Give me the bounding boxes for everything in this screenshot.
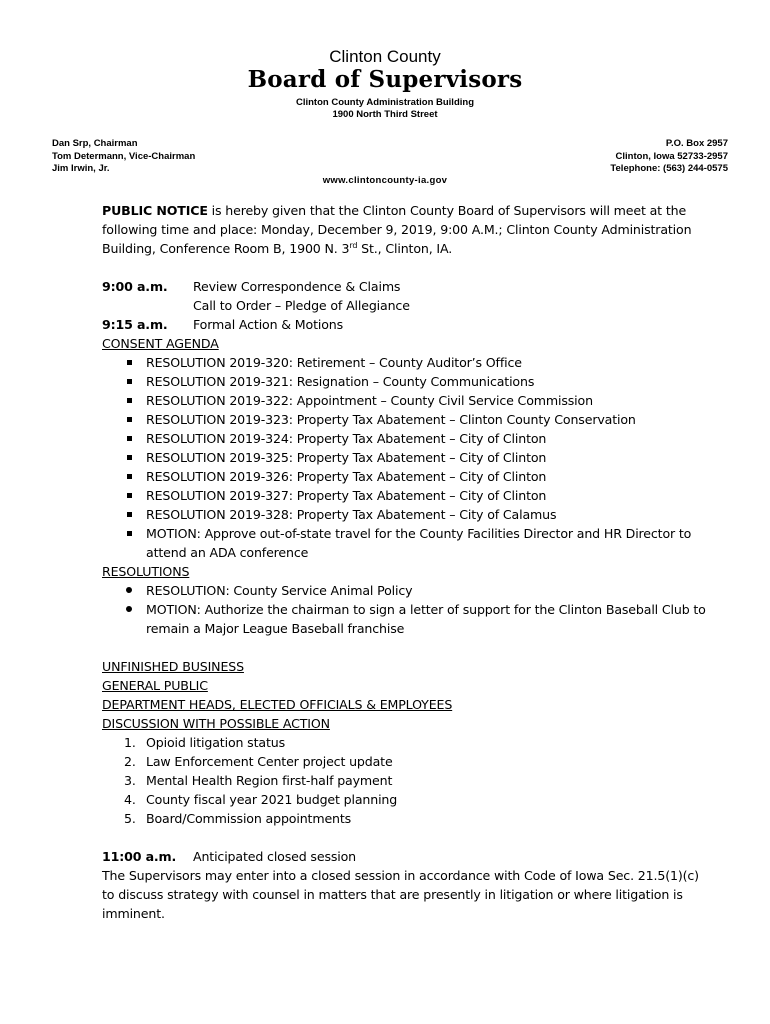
list-item [102,752,712,771]
schedule-item: Call to Order – Pledge of Allegiance [193,298,410,313]
closed-session-text: The Supervisors may enter into a closed session in accordance with Code of Iowa Sec. 21.5(1)(c) to discuss strategy with counsel in matters that are presently in litigation or where litigation is imminent. [102,868,699,921]
consent-agenda-list [102,353,712,562]
contact-info [610,138,728,176]
list-item: MOTION: Approve out-of-state travel for the County Facilities Director and HR Director to attend an ADA conference [102,524,712,562]
list-item: RESOLUTION 2019-327: Property Tax Abatement – City of Clinton [102,486,712,505]
closed-session-title: Anticipated closed session [193,849,357,864]
street-address: 1900 North Third Street [332,109,438,120]
resolutions-heading: RESOLUTIONS [102,564,190,579]
item-number: 1. [124,735,136,750]
telephone: Telephone: (563) 244-0575 [610,163,728,174]
notice-text: is hereby given that the Clinton County Board of Supervisors will meet at the following time and place: Monday, December 9, 2019, 9:00 A.M.; Clinton County Administration Building, Conference Room B, 1900 N. 3 [102,203,692,256]
list-item: RESOLUTION 2019-328: Property Tax Abatement – City of Calamus [102,505,712,524]
discussion-heading: DISCUSSION WITH POSSIBLE ACTION [102,716,330,731]
list-item [102,790,712,809]
supervisors-list [52,138,195,176]
item-number: 5. [124,811,136,826]
schedule-row-915 [102,315,712,334]
supervisor-member: Jim Irwin, Jr. [52,163,110,174]
website-link[interactable]: www.clintoncounty-ia.gov [322,175,448,186]
list-item: RESOLUTION 2019-326: Property Tax Abatement – City of Clinton [102,467,712,486]
po-box: P.O. Box 2957 [665,138,728,149]
closed-session-row [102,847,712,866]
unfinished-business-heading: UNFINISHED BUSINESS [102,659,244,674]
city-zip: Clinton, Iowa 52733-2957 [615,150,728,162]
item-number: 4. [124,792,136,807]
resolutions-list [102,581,712,638]
discussion-list [102,733,712,828]
list-item: MOTION: Authorize the chairman to sign a letter of support for the Clinton Baseball Club to remain a Major League Baseball franchise [102,600,712,638]
item-text: Law Enforcement Center project update [146,754,393,769]
item-text: Opioid litigation status [146,735,285,750]
item-text: County fiscal year 2021 budget planning [146,792,398,807]
building-name: Clinton County Administration Building [295,97,474,108]
department-heads-heading: DEPARTMENT HEADS, ELECTED OFFICIALS & EMPLOYEES [102,697,453,712]
list-item [102,809,712,828]
public-notice-lead: PUBLIC NOTICE [102,203,208,218]
list-item: RESOLUTION: County Service Animal Policy [102,581,712,600]
time-label: 9:15 a.m. [102,317,168,332]
schedule-item: Review Correspondence & Claims [193,279,401,294]
general-public-heading: GENERAL PUBLIC [102,678,208,693]
list-item: RESOLUTION 2019-325: Property Tax Abatement – City of Clinton [102,448,712,467]
list-item [102,771,712,790]
item-text: Board/Commission appointments [146,811,352,826]
item-number: 2. [124,754,136,769]
supervisor-vice-chairman: Tom Determann, Vice-Chairman [52,150,196,162]
notice-text-end: St., Clinton, IA. [357,241,453,256]
list-item: RESOLUTION 2019-324: Property Tax Abatement – City of Clinton [102,429,712,448]
time-label: 11:00 a.m. [102,849,177,864]
list-item: RESOLUTION 2019-320: Retirement – County Auditor’s Office [102,353,712,372]
consent-agenda-heading: CONSENT AGENDA [102,336,219,351]
supervisor-chairman: Dan Srp, Chairman [52,138,138,149]
list-item: RESOLUTION 2019-323: Property Tax Abatement – Clinton County Conservation [102,410,712,429]
time-label: 9:00 a.m. [102,279,168,294]
schedule-row-900 [102,277,712,296]
county-name: Clinton County [329,47,441,66]
item-number: 3. [124,773,136,788]
board-title: Board of Supervisors [247,66,523,93]
list-item [102,733,712,752]
schedule-item: Formal Action & Motions [193,317,344,332]
list-item: RESOLUTION 2019-321: Resignation – County Communications [102,372,712,391]
list-item: RESOLUTION 2019-322: Appointment – County Civil Service Commission [102,391,712,410]
public-notice-paragraph [102,201,712,258]
ordinal-suffix: rd [349,240,358,250]
item-text: Mental Health Region first-half payment [146,773,393,788]
notice-body [102,201,712,923]
